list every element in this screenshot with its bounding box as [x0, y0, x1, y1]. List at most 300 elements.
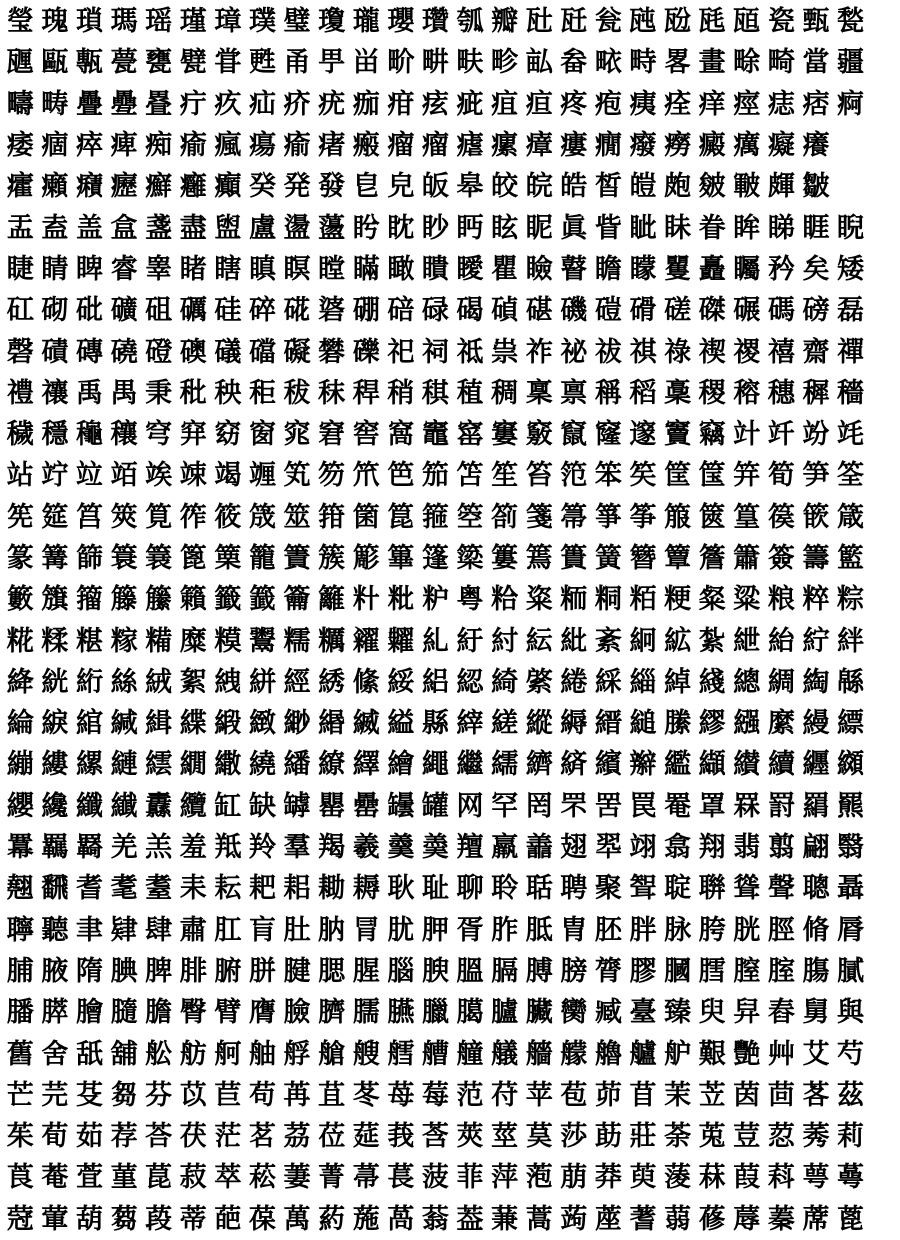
glyph-cell: 糢	[214, 625, 242, 657]
glyph-cell: 臘	[421, 997, 449, 1029]
glyph-cell: 簗	[456, 543, 484, 574]
glyph-cell: 羚	[248, 832, 276, 864]
glyph-cell: 硼	[352, 295, 380, 327]
glyph-cell: 癆	[664, 130, 692, 162]
glyph-cell: 縱	[525, 708, 553, 740]
glyph-cell: 畤	[629, 47, 657, 79]
glyph-cell: 綉	[318, 666, 346, 698]
glyph-cell: 睹	[179, 253, 207, 285]
glyph-cell: 盪	[283, 212, 311, 244]
glyph-cell: 瞿	[491, 253, 519, 285]
glyph-cell: 竚	[41, 460, 69, 492]
glyph-cell: 痾	[837, 88, 865, 120]
glyph-cell: 秕	[179, 377, 207, 409]
glyph-cell: 蒟	[560, 1203, 588, 1235]
glyph-cell: 篝	[41, 543, 69, 574]
glyph-cell: 粤	[456, 584, 484, 616]
glyph-cell: 癰	[179, 171, 207, 203]
glyph-cell: 瑩	[6, 6, 34, 38]
glyph-cell: 舍	[41, 1038, 69, 1070]
glyph-cell: 瓚	[421, 6, 449, 38]
glyph-cell: 纜	[179, 790, 207, 822]
glyph-cell: 羣	[283, 832, 311, 864]
glyph-cell: 葆	[248, 1203, 276, 1235]
glyph-cell: 苣	[214, 1079, 242, 1111]
glyph-cell: 瘏	[318, 130, 346, 162]
glyph-cell: 辮	[629, 749, 657, 781]
glyph-cell: 繩	[421, 749, 449, 781]
glyph-cell: 盖	[75, 212, 103, 244]
glyph-cell: 絣	[248, 666, 276, 698]
glyph-cell: 縉	[594, 708, 622, 740]
glyph-cell: 蓍	[629, 1203, 657, 1235]
glyph-cell: 筰	[179, 501, 207, 533]
glyph-cell: 菽	[179, 1162, 207, 1194]
glyph-row	[3, 579, 897, 620]
glyph-cell: 罩	[698, 790, 726, 822]
glyph-cell: 痒	[698, 88, 726, 120]
glyph-cell: 筌	[837, 460, 865, 492]
glyph-cell: 蓚	[698, 1203, 726, 1235]
glyph-cell: 縢	[664, 708, 692, 740]
glyph-cell: 篁	[733, 501, 761, 533]
glyph-cell: 菷	[352, 1162, 380, 1194]
glyph-cell: 窕	[283, 419, 311, 451]
glyph-cell: 絏	[214, 666, 242, 698]
glyph-cell: 縣	[421, 708, 449, 740]
glyph-cell: 眞	[560, 212, 588, 244]
glyph-cell: 腥	[352, 955, 380, 987]
glyph-cell: 秡	[283, 377, 311, 409]
glyph-cell: 膰	[6, 997, 34, 1029]
glyph-row	[3, 1033, 897, 1074]
glyph-row	[3, 1199, 897, 1240]
glyph-cell: 繃	[6, 749, 34, 781]
glyph-cell: 茫	[214, 1121, 242, 1153]
glyph-cell: 秧	[214, 377, 242, 409]
glyph-cell: 肆	[145, 914, 173, 946]
glyph-cell: 箍	[421, 501, 449, 533]
glyph-row	[3, 620, 897, 661]
glyph-cell: 脣	[837, 914, 865, 946]
glyph-cell: 繙	[283, 749, 311, 781]
glyph-cell: 穡	[837, 377, 865, 409]
glyph-cell: 飜	[41, 873, 69, 905]
glyph-cell: 茱	[6, 1121, 34, 1153]
glyph-cell: 窿	[594, 419, 622, 451]
glyph-cell: 磬	[6, 336, 34, 368]
glyph-cell: 綸	[6, 708, 34, 740]
glyph-cell: 艟	[456, 1038, 484, 1070]
glyph-cell: 畧	[664, 47, 692, 79]
glyph-cell: 窶	[491, 419, 519, 451]
glyph-cell: 癘	[733, 130, 761, 162]
glyph-row	[3, 1, 897, 42]
glyph-cell: 皖	[525, 171, 553, 203]
glyph-cell: 砌	[41, 295, 69, 327]
glyph-cell: 祗	[456, 336, 484, 368]
glyph-cell: 葩	[214, 1203, 242, 1235]
glyph-cell: 瘉	[179, 130, 207, 162]
glyph-cell: 聽	[41, 914, 69, 946]
glyph-cell: 繪	[387, 749, 415, 781]
glyph-cell: 癬	[145, 171, 173, 203]
glyph-cell: 睇	[767, 212, 795, 244]
glyph-cell: 艙	[318, 1038, 346, 1070]
glyph-cell: 网	[456, 790, 484, 822]
glyph-cell: 碾	[733, 295, 761, 327]
glyph-cell: 眦	[629, 212, 657, 244]
glyph-cell: 竈	[421, 419, 449, 451]
glyph-cell: 皴	[698, 171, 726, 203]
glyph-cell: 磽	[110, 336, 138, 368]
glyph-cell: 箙	[664, 501, 692, 533]
glyph-cell: 籬	[318, 584, 346, 616]
glyph-cell: 翕	[664, 832, 692, 864]
glyph-cell: 粢	[525, 584, 553, 616]
glyph-cell: 礙	[283, 336, 311, 368]
glyph-cell: 艱	[698, 1038, 726, 1070]
glyph-row	[3, 538, 897, 579]
glyph-cell: 癇	[594, 130, 622, 162]
glyph-cell: 艸	[767, 1038, 795, 1070]
glyph-cell: 笙	[491, 460, 519, 492]
glyph-cell: 腦	[387, 955, 415, 987]
glyph-cell: 稍	[387, 377, 415, 409]
glyph-cell: 瓰	[664, 6, 692, 38]
glyph-cell: 盞	[145, 212, 173, 244]
glyph-cell: 當	[802, 47, 830, 79]
glyph-row	[3, 951, 897, 992]
glyph-cell: 蓊	[421, 1203, 449, 1235]
glyph-cell: 箋	[525, 501, 553, 533]
glyph-cell: 祿	[664, 336, 692, 368]
glyph-cell: 瘁	[75, 130, 103, 162]
glyph-cell: 莢	[456, 1121, 484, 1153]
glyph-cell: 膂	[594, 955, 622, 987]
glyph-cell: 癡	[767, 130, 795, 162]
glyph-cell: 稘	[421, 377, 449, 409]
glyph-cell: 痿	[6, 130, 34, 162]
glyph-cell: 疽	[491, 88, 519, 120]
glyph-cell: 砠	[145, 295, 173, 327]
glyph-cell: 箚	[491, 501, 519, 533]
glyph-cell: 綟	[41, 708, 69, 740]
glyph-cell: 聘	[560, 873, 588, 905]
glyph-cell: 畆	[525, 47, 553, 79]
glyph-cell: 緘	[110, 708, 138, 740]
glyph-cell: 箝	[318, 501, 346, 533]
glyph-cell: 璧	[283, 6, 311, 38]
glyph-cell: 甼	[318, 47, 346, 79]
glyph-cell: 艫	[629, 1038, 657, 1070]
glyph-cell: 瞼	[525, 253, 553, 285]
glyph-cell: 翹	[6, 873, 34, 905]
glyph-cell: 腆	[110, 955, 138, 987]
glyph-row	[3, 1075, 897, 1116]
glyph-row	[3, 827, 897, 868]
glyph-cell: 紵	[802, 625, 830, 657]
glyph-cell: 竏	[767, 419, 795, 451]
glyph-row	[3, 42, 897, 83]
glyph-cell: 稠	[491, 377, 519, 409]
glyph-cell: 臠	[560, 997, 588, 1029]
glyph-cell: 糲	[318, 625, 346, 657]
glyph-cell: 瞑	[283, 253, 311, 285]
glyph-cell: 莨	[6, 1162, 34, 1194]
glyph-cell: 睿	[110, 253, 138, 285]
glyph-cell: 翊	[629, 832, 657, 864]
glyph-cell: 絖	[41, 666, 69, 698]
glyph-cell: 譱	[525, 832, 553, 864]
glyph-cell: 糒	[145, 625, 173, 657]
glyph-cell: 秣	[318, 377, 346, 409]
glyph-cell: 竡	[110, 460, 138, 492]
glyph-cell: 畫	[698, 47, 726, 79]
glyph-cell: 睫	[6, 253, 34, 285]
glyph-cell: 瓣	[491, 6, 519, 38]
glyph-cell: 祕	[560, 336, 588, 368]
glyph-cell: 簍	[491, 543, 519, 574]
glyph-cell: 聰	[802, 873, 830, 905]
glyph-cell: 耜	[283, 873, 311, 905]
glyph-cell: 穹	[145, 419, 173, 451]
glyph-cell: 羆	[837, 790, 865, 822]
glyph-cell: 竇	[664, 419, 692, 451]
glyph-cell: 瓱	[698, 6, 726, 38]
glyph-cell: 纒	[802, 749, 830, 781]
glyph-cell: 綮	[525, 666, 553, 698]
glyph-cell: 籟	[179, 584, 207, 616]
glyph-cell: 緝	[145, 708, 173, 740]
glyph-cell: 聢	[664, 873, 692, 905]
glyph-cell: 聿	[75, 914, 103, 946]
glyph-cell: 蓁	[767, 1203, 795, 1235]
glyph-cell: 筥	[75, 501, 103, 533]
glyph-cell: 睚	[802, 212, 830, 244]
glyph-cell: 臻	[664, 997, 692, 1029]
glyph-cell: 稻	[629, 377, 657, 409]
glyph-cell: 篷	[421, 543, 449, 574]
glyph-cell: 膕	[664, 955, 692, 987]
glyph-cell: 翅	[560, 832, 588, 864]
glyph-cell: 瑶	[145, 6, 173, 38]
glyph-cell: 糂	[75, 625, 103, 657]
glyph-cell: 膵	[41, 997, 69, 1029]
glyph-cell: 續	[767, 749, 795, 781]
glyph-cell: 簪	[629, 543, 657, 574]
glyph-row	[3, 166, 897, 207]
glyph-cell: 皈	[421, 171, 449, 203]
glyph-cell: 磊	[837, 295, 865, 327]
glyph-cell: 甄	[802, 6, 830, 38]
glyph-cell: 臉	[283, 997, 311, 1029]
glyph-cell: 緻	[248, 708, 276, 740]
glyph-cell: 經	[283, 666, 311, 698]
glyph-cell: 罸	[767, 790, 795, 822]
glyph-cell: 盧	[248, 212, 276, 244]
glyph-cell: 葭	[733, 1162, 761, 1194]
glyph-row	[3, 497, 897, 538]
glyph-cell: 絳	[6, 666, 34, 698]
glyph-cell: 籥	[283, 584, 311, 616]
glyph-cell: 茲	[837, 1079, 865, 1111]
glyph-cell: 璋	[214, 6, 242, 38]
glyph-cell: 篌	[767, 501, 795, 533]
glyph-cell: 葫	[75, 1203, 103, 1235]
glyph-cell: 翆	[594, 832, 622, 864]
glyph-cell: 臺	[629, 997, 657, 1029]
glyph-row	[3, 125, 897, 166]
glyph-cell: 膸	[110, 997, 138, 1029]
glyph-cell: 皀	[352, 171, 380, 203]
glyph-cell: 纃	[525, 749, 553, 781]
glyph-cell: 磆	[629, 295, 657, 327]
glyph-cell: 禀	[560, 377, 588, 409]
glyph-row	[3, 1116, 897, 1157]
glyph-cell: 礑	[248, 336, 276, 368]
glyph-cell: 艚	[421, 1038, 449, 1070]
glyph-cell: 絲	[110, 666, 138, 698]
glyph-cell: 痼	[41, 130, 69, 162]
glyph-cell: 瘤	[421, 130, 449, 162]
glyph-cell: 籵	[352, 584, 380, 616]
glyph-cell: 甌	[41, 47, 69, 79]
glyph-cell: 臾	[698, 997, 726, 1029]
glyph-cell: 茖	[802, 1079, 830, 1111]
glyph-cell: 羇	[75, 832, 103, 864]
glyph-cell: 翳	[837, 832, 865, 864]
glyph-cell: 疊	[75, 88, 103, 120]
glyph-row	[3, 1157, 897, 1198]
glyph-cell: 苴	[318, 1079, 346, 1111]
glyph-cell: 疝	[248, 88, 276, 120]
glyph-cell: 總	[733, 666, 761, 698]
glyph-cell: 耆	[75, 873, 103, 905]
glyph-cell: 絛	[352, 666, 380, 698]
glyph-cell: 肭	[318, 914, 346, 946]
glyph-cell: 禝	[733, 336, 761, 368]
glyph-cell: 畛	[491, 47, 519, 79]
glyph-cell: 疆	[837, 47, 865, 79]
glyph-cell: 粭	[491, 584, 519, 616]
glyph-cell: 粃	[387, 584, 415, 616]
glyph-cell: 稷	[698, 377, 726, 409]
glyph-cell: 蓆	[802, 1203, 830, 1235]
glyph-cell: 罎	[387, 790, 415, 822]
glyph-cell: 甃	[837, 6, 865, 38]
glyph-cell: 胯	[698, 914, 726, 946]
glyph-row	[3, 290, 897, 331]
glyph-cell: 纔	[41, 790, 69, 822]
glyph-cell: 罟	[594, 790, 622, 822]
glyph-cell: 穢	[6, 419, 34, 451]
glyph-cell: 笂	[283, 460, 311, 492]
glyph-cell: 肓	[248, 914, 276, 946]
glyph-cell: 粡	[594, 584, 622, 616]
glyph-cell: 縋	[629, 708, 657, 740]
glyph-cell: 肅	[179, 914, 207, 946]
glyph-cell: 萵	[387, 1203, 415, 1235]
glyph-cell: 莚	[352, 1121, 380, 1153]
glyph-cell: 罠	[629, 790, 657, 822]
glyph-cell: 發	[318, 171, 346, 203]
glyph-row	[3, 455, 897, 496]
glyph-cell: 稈	[352, 377, 380, 409]
glyph-cell: 箜	[456, 501, 484, 533]
glyph-cell: 繚	[318, 749, 346, 781]
glyph-cell: 礬	[318, 336, 346, 368]
glyph-cell: 疉	[110, 88, 138, 120]
glyph-cell: 聒	[525, 873, 553, 905]
glyph-cell: 緞	[214, 708, 242, 740]
glyph-cell: 皰	[664, 171, 692, 203]
glyph-cell: 罔	[525, 790, 553, 822]
glyph-cell: 篩	[75, 543, 103, 574]
glyph-cell: 站	[6, 460, 34, 492]
glyph-cell: 糺	[421, 625, 449, 657]
glyph-cell: 繹	[352, 749, 380, 781]
glyph-cell: 矣	[802, 253, 830, 285]
glyph-cell: 盍	[41, 212, 69, 244]
glyph-cell: 碪	[525, 295, 553, 327]
glyph-cell: 禹	[75, 377, 103, 409]
glyph-cell: 礦	[110, 295, 138, 327]
glyph-cell: 眷	[698, 212, 726, 244]
glyph-cell: 莽	[594, 1162, 622, 1194]
glyph-cell: 硅	[214, 295, 242, 327]
glyph-cell: 眇	[421, 212, 449, 244]
glyph-cell: 膩	[837, 955, 865, 987]
glyph-cell: 皋	[456, 171, 484, 203]
glyph-cell: 膠	[629, 955, 657, 987]
glyph-cell: 缸	[214, 790, 242, 822]
glyph-cell: 胱	[733, 914, 761, 946]
glyph-cell: 疳	[387, 88, 415, 120]
glyph-cell: 紕	[560, 625, 588, 657]
glyph-cell: 絎	[75, 666, 103, 698]
glyph-cell: 筱	[214, 501, 242, 533]
glyph-cell: 篏	[802, 501, 830, 533]
glyph-cell: 罕	[491, 790, 519, 822]
glyph-cell: 絋	[664, 625, 692, 657]
glyph-cell: 祓	[594, 336, 622, 368]
glyph-cell: 葹	[352, 1203, 380, 1235]
glyph-cell: 疵	[456, 88, 484, 120]
glyph-row	[3, 84, 897, 125]
glyph-cell: 脛	[767, 914, 795, 946]
glyph-cell: 耿	[387, 873, 415, 905]
glyph-cell: 癢	[802, 130, 830, 162]
glyph-cell: 臚	[491, 997, 519, 1029]
glyph-cell: 縵	[802, 708, 830, 740]
glyph-cell: 痺	[110, 130, 138, 162]
glyph-cell: 筧	[145, 501, 173, 533]
glyph-cell: 臂	[214, 997, 242, 1029]
glyph-cell: 箴	[837, 501, 865, 533]
glyph-cell: 紮	[698, 625, 726, 657]
glyph-cell: 瓩	[560, 6, 588, 38]
glyph-cell: 苞	[560, 1079, 588, 1111]
glyph-cell: 笋	[802, 460, 830, 492]
glyph-cell: 纐	[837, 749, 865, 781]
glyph-cell: 筮	[283, 501, 311, 533]
glyph-cell: 縟	[560, 708, 588, 740]
glyph-cell: 癧	[110, 171, 138, 203]
glyph-cell: 盒	[110, 212, 138, 244]
glyph-cell: 芟	[75, 1079, 103, 1111]
glyph-cell: 萸	[629, 1162, 657, 1194]
